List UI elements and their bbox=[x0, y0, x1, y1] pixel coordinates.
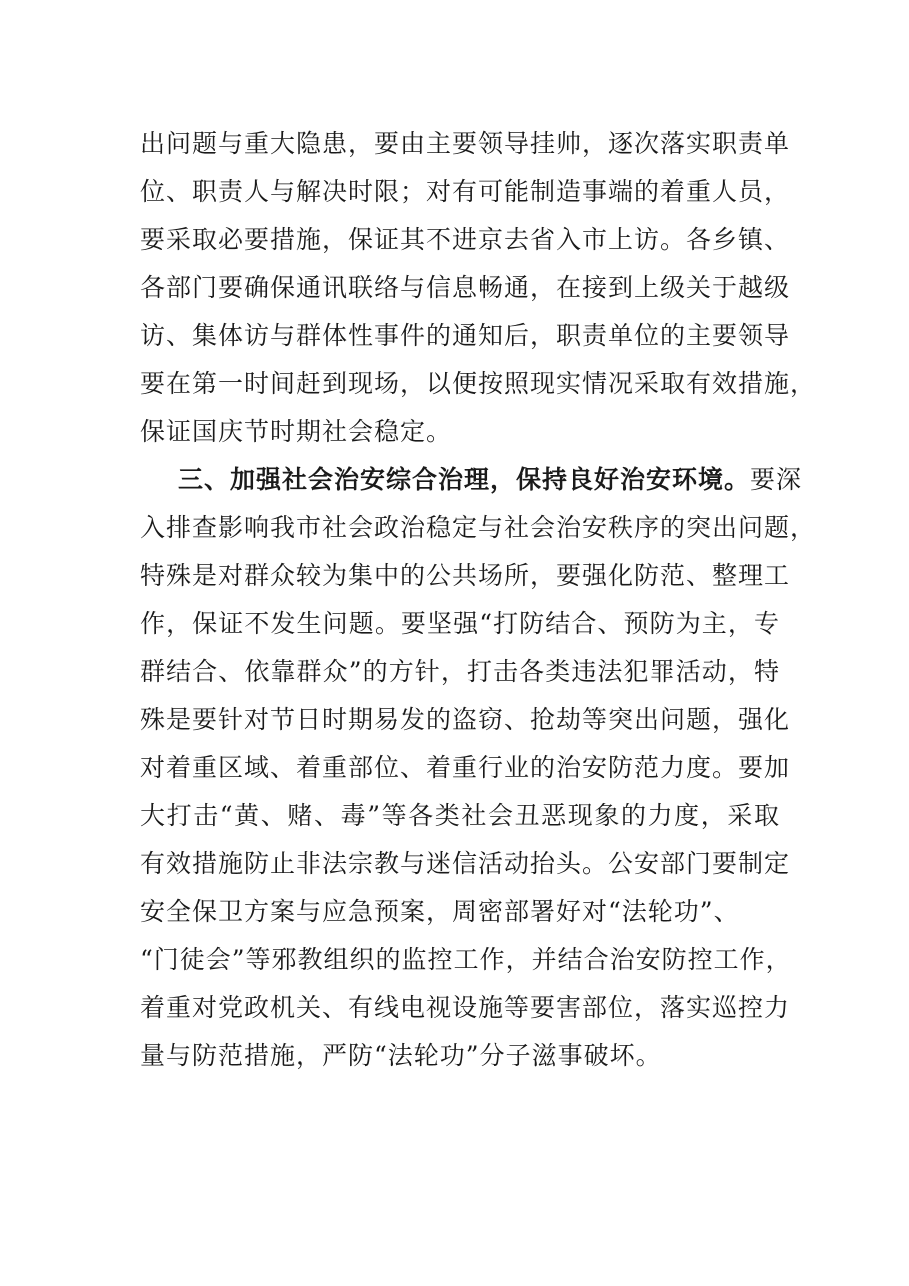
paragraph-line: 保证国庆节时期社会稳定。 bbox=[140, 417, 453, 446]
paragraph-line: 作，保证不发生问题。要坚强“打防结合、预防为主，专 bbox=[140, 609, 780, 638]
paragraph-line: 有效措施防止非法宗教与迷信活动抬头。公安部门要制定 bbox=[140, 849, 791, 878]
paragraph-line: 访、集体访与群体性事件的通知后，职责单位的主要领导 bbox=[140, 321, 791, 350]
paragraph-line: 安全保卫方案与应急预案，周密部署好对“法轮功”、 bbox=[140, 897, 740, 926]
section-heading: 三、加强社会治安综合治理，保持良好治安环境。 bbox=[178, 465, 751, 494]
paragraph-line: 特殊是对群众较为集中的公共场所，要强化防范、整理工 bbox=[140, 561, 791, 590]
paragraph-line: 着重对党政机关、有线电视设施等要害部位，落实巡控力 bbox=[140, 993, 791, 1022]
paragraph-line: “门徒会”等邪教组织的监控工作，并结合治安防控工作， bbox=[140, 945, 792, 974]
paragraph-line: 要在第一时间赶到现场，以便按照现实情况采取有效措施， bbox=[140, 369, 817, 398]
paragraph-line: 入排查影响我市社会政治稳定与社会治安秩序的突出问题， bbox=[140, 513, 817, 542]
paragraph-line: 出问题与重大隐患，要由主要领导挂帅，逐次落实职责单 bbox=[140, 129, 791, 158]
paragraph-1 bbox=[140, 120, 817, 456]
paragraph-line: 各部门要确保通讯联络与信息畅通，在接到上级关于越级 bbox=[140, 273, 791, 302]
paragraph-line: 量与防范措施，严防“法轮功”分子滋事破坏。 bbox=[140, 1041, 662, 1070]
paragraph-line: 大打击“黄、赌、毒”等各类社会丑恶现象的力度，采取 bbox=[140, 801, 780, 830]
paragraph-2 bbox=[140, 456, 817, 1080]
paragraph-line: 殊是要针对节日时期易发的盗窃、抢劫等突出问题，强化 bbox=[140, 705, 791, 734]
paragraph-line: 群结合、依靠群众”的方针，打击各类违法犯罪活动，特 bbox=[140, 657, 780, 686]
heading-continuation: 要深 bbox=[750, 465, 803, 494]
paragraph-line: 位、职责人与解决时限；对有可能制造事端的着重人员， bbox=[140, 177, 791, 206]
paragraph-first-line bbox=[140, 456, 803, 504]
paragraph-line: 要采取必要措施，保证其不进京去省入市上访。各乡镇、 bbox=[140, 225, 791, 254]
paragraph-line: 对着重区域、着重部位、着重行业的治安防范力度。要加 bbox=[140, 753, 791, 782]
